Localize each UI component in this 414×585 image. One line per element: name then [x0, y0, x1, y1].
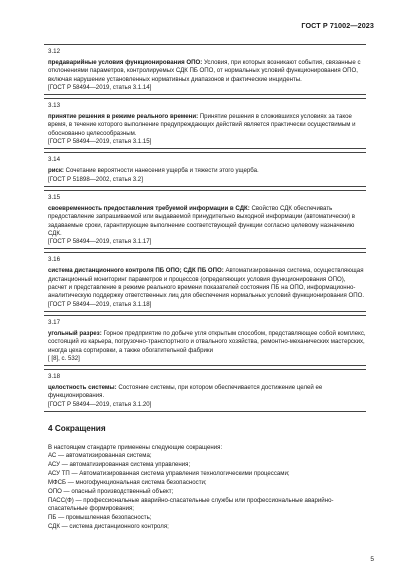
term-title: целостность системы:	[48, 384, 117, 392]
term-reference: [ГОСТ Р 51898—2002, статья 3.2]	[48, 175, 143, 183]
term-body	[48, 59, 366, 92]
abbreviation-item: ОПО — опасный производственный объект;	[48, 487, 174, 495]
abbreviations-section	[44, 424, 366, 532]
term-definition: Сочетание вероятности нанесения ущерба и тяжести этого ущерба.	[63, 167, 259, 175]
term-definition: Принятие решения в сложившихся условиях за такое время, в течение которого выполнение предупреждающих действий является практически осуществимым и обоснованно целесообразным.	[48, 113, 356, 137]
term-3-17	[44, 315, 366, 366]
term-definition: Горное предприятие по добыче угля открытым способом, представляющее собой комплекс, состоящий из карьера, погрузочно-транспортного и отвального хозяйства, ремонтно-механических мастерских, иногда цеха сортировки, а также обогатительной фабрики	[48, 329, 366, 354]
term-definition: Автоматизированная система, осуществляющая дистанционный мониторинг параметров и процессов (определяющих условия функционирования ОПО), расчет и представление в режиме реального времени показателей состояния ПБ на ОПО, информационно-аналитическую поддержку ответственных лиц для обеспечения нормальных условий функционирования ОПО.	[48, 267, 365, 300]
term-number: 3.17	[48, 318, 61, 326]
term-3-15	[44, 190, 366, 249]
section-title: 4 Сокращения	[48, 424, 106, 433]
abbreviation-item: ПАСС(Ф) — профессиональные аварийно-спасательные службы или профессиональные аварийно-спасательные формирования;	[48, 496, 334, 513]
term-3-18	[44, 369, 366, 412]
term-reference: [ [8], с. 532]	[48, 354, 80, 362]
term-reference: [ГОСТ Р 58494—2019, статья 3.1.14]	[48, 83, 152, 91]
term-reference: [ГОСТ Р 58494—2019, статья 3.1.18]	[48, 300, 152, 308]
term-number: 3.16	[48, 256, 61, 264]
term-reference: [ГОСТ Р 58494—2019, статья 3.1.15]	[48, 138, 152, 146]
term-number: 3.13	[48, 102, 61, 110]
term-definition: Свойство СДК обеспечивать предоставление запрашиваемой или выдаваемой принудительно выходной информации (автоматически) в задаваемые сроки, гарантирующие выполнение соответствующей функции согласно целевому назначению СДК.	[48, 204, 356, 237]
term-reference: [ГОСТ Р 58494—2019, статья 3.1.20]	[48, 400, 152, 408]
abbreviation-item: АСУ ТП — Автоматизированная система управления технологическими процессами;	[48, 469, 290, 477]
abbreviation-item: СДК — система дистанционного контроля;	[48, 523, 169, 531]
term-definition: Условия, при которых возникают события, связанные с отклонениями параметров, контролируемых СДК ПБ ОПО, от нормальных условий функционирования ОПО, включая нарушение установленных нормативных диапазонов и фактические инциденты.	[48, 59, 361, 83]
term-body	[48, 167, 366, 184]
term-number: 3.12	[48, 48, 61, 55]
terms-list	[44, 44, 366, 415]
term-title: своевременность предоставления требуемой информации в СДК:	[48, 204, 250, 212]
term-3-13	[44, 98, 366, 149]
section-intro: В настоящем стандарте применены следующие сокращения:	[48, 444, 223, 451]
term-title: угольный разрез:	[48, 329, 102, 337]
term-3-12	[44, 44, 366, 95]
term-number: 3.18	[48, 373, 61, 381]
abbreviation-item: ПБ — промышленная безопасность;	[48, 514, 152, 522]
term-3-16	[44, 252, 366, 311]
abbreviation-item: АСУ — автоматизированная система управления;	[48, 460, 191, 468]
term-reference: [ГОСТ Р 58494—2019, статья 3.1.17]	[48, 238, 152, 246]
term-title: принятие решения в режиме реального времени:	[48, 113, 199, 121]
abbreviation-item: МФСБ — многофункциональная система безопасности;	[48, 478, 207, 486]
term-title: риск:	[48, 167, 64, 175]
term-body	[48, 267, 366, 308]
term-number: 3.15	[48, 193, 61, 201]
term-body	[48, 113, 366, 146]
term-title: предаварийные условия функционирования ОПО:	[48, 59, 203, 66]
term-3-14	[44, 152, 366, 187]
term-definition: Состояние системы, при котором обеспечивается достижение целей ее функционирования.	[48, 384, 323, 400]
abbreviation-item: АС — автоматизированная система;	[48, 452, 152, 459]
term-title: система дистанционного контроля ПБ ОПО; СДК ПБ ОПО:	[48, 267, 224, 275]
term-body	[48, 205, 366, 246]
doc-header: ГОСТ Р 71002—2023	[301, 21, 374, 30]
term-number: 3.14	[48, 156, 61, 164]
term-body	[48, 384, 366, 409]
page-number: 5	[370, 556, 374, 563]
term-body	[48, 330, 366, 363]
